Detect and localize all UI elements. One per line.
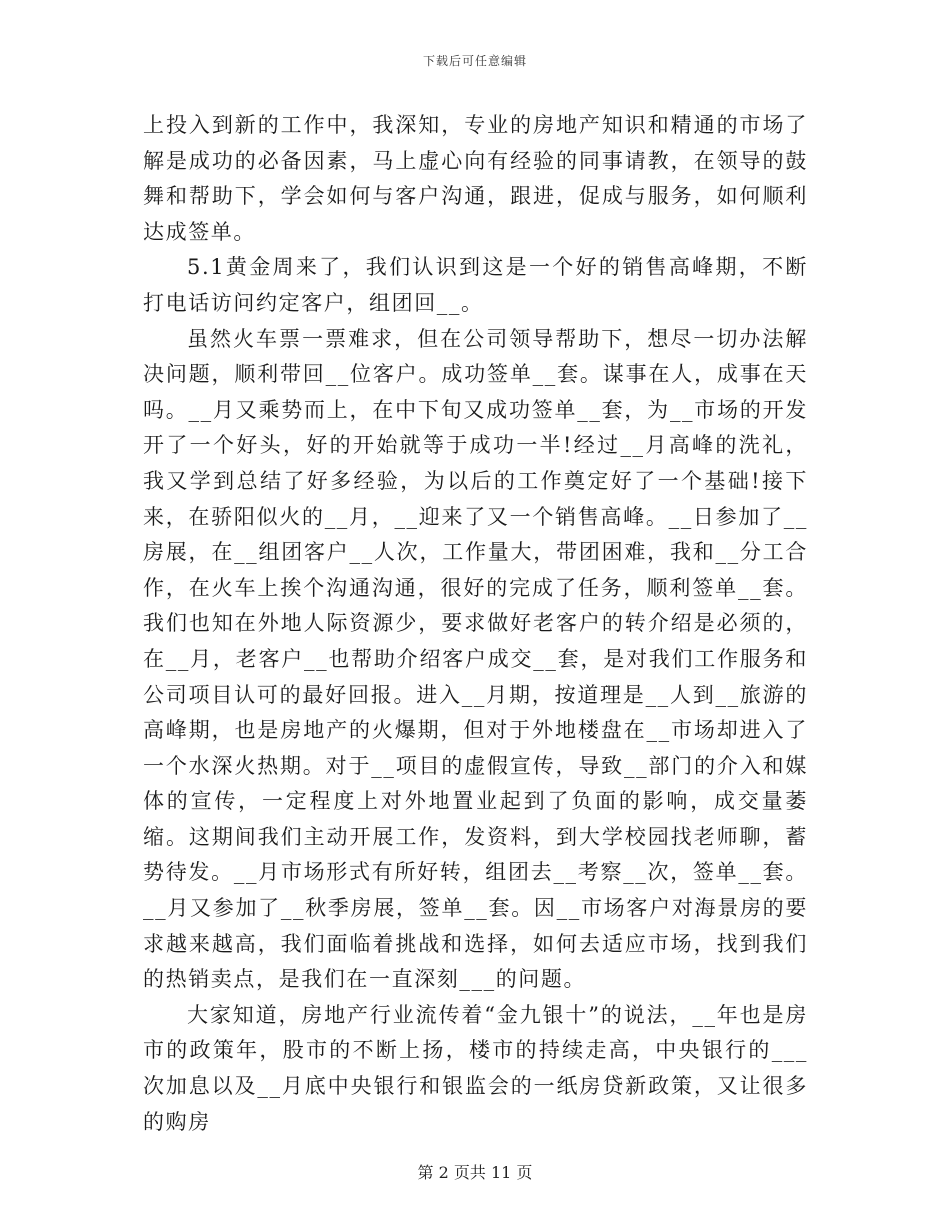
paragraph-3: 虽然火车票一票难求，但在公司领导帮助下，想尽一切办法解决问题，顺利带回__位客户。成功签单__套。谋事在人，成事在天吗。__月又乘势而上，在中下旬又成功签单__套，为__市场的开发开了一个好头，好的开始就等于成功一半!经过__月高峰的洗礼，我又学到总结了好多经验，为以后的工作奠定好了一个基础!接下来，在骄阳似火的__月，__迎来了又一个销售高峰。__日参加了__房展，在__组团客户__人次，工作量大，带团困难，我和__分工合作，在火车上挨个沟通沟通，很好的完成了任务，顺利签单__套。我们也知在外地人际资源少，要求做好老客户的转介绍是必须的，在__月，老客户__也帮助介绍客户成交__套，是对我们工作服务和公司项目认可的最好回报。进入__月期，按道理是__人到__旅游的高峰期，也是房地产的火爆期，但对于外地楼盘在__市场却进入了一个水深火热期。对于__项目的虚假宣传，导致__部门的介入和媒体的宣传，一定程度上对外地置业起到了负面的影响，成交量萎缩。这期间我们主动开展工作，发资料，到大学校园找老师聊，蓄势待发。__月市场形式有所好转，组团去__考察__次，签单__套。__月又参加了__秋季房展，签单__套。因__市场客户对海景房的要求越来越高，我们面临着挑战和选择，如何去适应市场，找到我们的热销卖点，是我们在一直深刻___的问题。 <box>143 326 808 992</box>
page-footer: 第 2 页共 11 页 <box>417 1163 533 1182</box>
page-header: 下载后可任意编辑 <box>422 54 527 68</box>
paragraph-4: 大家知道，房地产行业流传着“金九银十”的说法，__年也是房市的政策年，股市的不断上扬，楼市的持续走高，中央银行的___次加息以及__月底中央银行和银监会的一纸房贷新政策，又让很多的购房 <box>143 1002 808 1134</box>
document-body <box>143 108 808 1140</box>
paragraph-2: 5.1黄金周来了，我们认识到这是一个好的销售高峰期，不断打电话访问约定客户，组团回__。 <box>143 255 808 315</box>
paragraph-1: 上投入到新的工作中，我深知，专业的房地产知识和精通的市场了解是成功的必备因素，马上虚心向有经验的同事请教，在领导的鼓舞和帮助下，学会如何与客户沟通，跟进，促成与服务，如何顺利达成签单。 <box>143 113 808 244</box>
